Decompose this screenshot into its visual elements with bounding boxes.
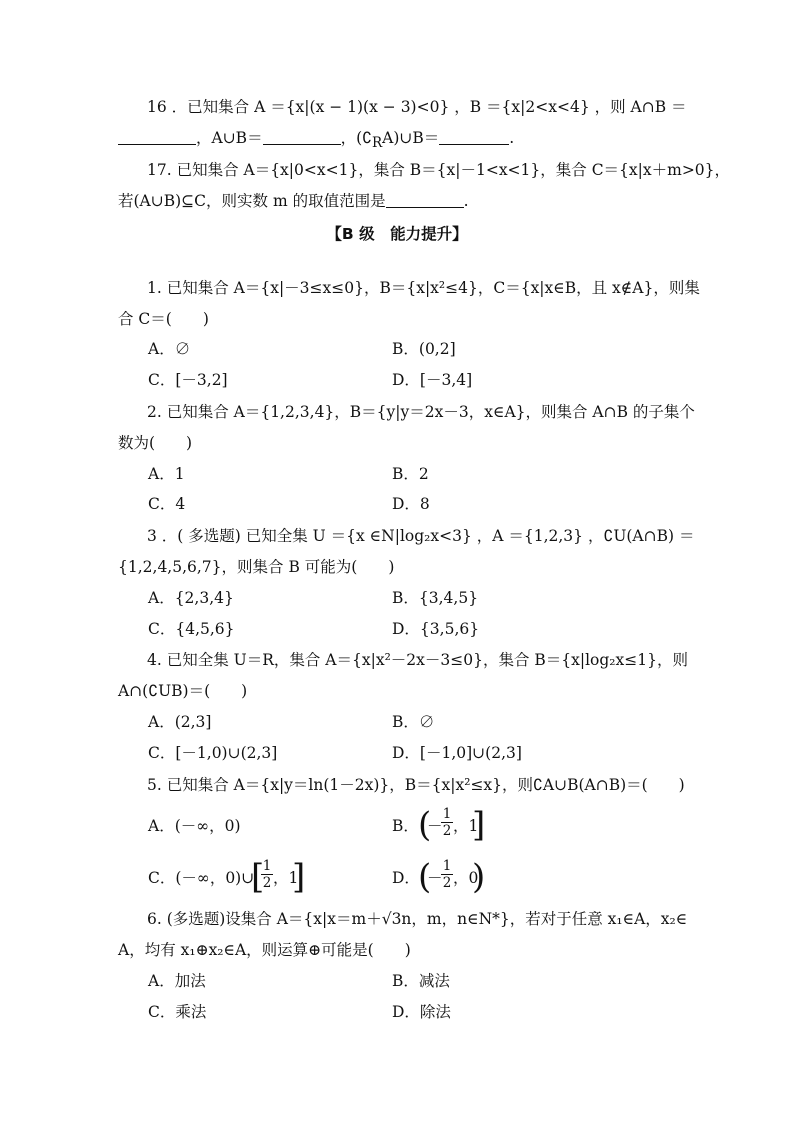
p5-c-right: ，1	[273, 869, 299, 887]
p6-option-d[interactable]: D．除法	[392, 1003, 451, 1021]
section-heading: 【B 级 能力提升】	[326, 225, 468, 243]
q17-line2	[118, 191, 469, 211]
p5-c-num: 1	[262, 858, 272, 874]
q16-line1	[147, 97, 687, 117]
p3-text2: {1,2,4,5,6,7}，则集合 B 可能为( )	[118, 558, 395, 576]
p6-option-a[interactable]: A．加法	[148, 972, 206, 990]
p4-option-c[interactable]: C．[－1,0)∪(2,3]	[148, 744, 278, 762]
p5-option-c[interactable]	[148, 858, 318, 898]
p5-b-num: 1	[442, 806, 452, 822]
p5-c-den: 2	[262, 875, 272, 891]
p1-line1	[147, 278, 700, 298]
p2-option-c[interactable]: C．4	[148, 495, 186, 513]
p3-line2	[118, 557, 394, 577]
p3-text1: 3 ．( 多选题) 已知全集 U ＝{x ∈N|log₂x<3} ，A ＝{1,2,3} ，∁U(A∩B) ＝	[147, 527, 695, 545]
p6-line2	[118, 940, 411, 960]
p1-option-c[interactable]: C．[－3,2]	[148, 371, 228, 389]
p5-c-label: C．(－∞，0)∪	[148, 869, 255, 887]
p1-text2: 合 C＝( )	[118, 310, 209, 328]
p3-line1	[147, 526, 694, 546]
p6-option-b[interactable]: B．减法	[392, 972, 450, 990]
p4-option-b[interactable]: B．∅	[392, 713, 435, 731]
p6-option-c[interactable]: C．乘法	[148, 1003, 207, 1021]
p4-line2	[118, 681, 247, 701]
p5-b-right: ，1	[453, 817, 479, 835]
q17-blank-range[interactable]	[386, 193, 464, 208]
p5-b-fraction	[441, 807, 453, 838]
p1-option-d[interactable]: D．[－3,4]	[392, 371, 473, 389]
q16-line2	[118, 128, 514, 153]
p5-option-a[interactable]: A．(－∞，0)	[148, 817, 241, 835]
p3-option-c[interactable]: C．{4,5,6}	[148, 620, 235, 638]
q16-part-c: A)∪B＝	[382, 129, 440, 147]
p5-c-rbracket: ]	[292, 857, 306, 897]
p1-line2	[118, 309, 209, 329]
q16-blank-complement[interactable]	[439, 130, 509, 145]
p4-option-a[interactable]: A．(2,3]	[148, 713, 212, 731]
q16-blank-union[interactable]	[263, 130, 341, 145]
p5-d-rparen: )	[472, 857, 486, 897]
p2-option-b[interactable]: B．2	[392, 465, 429, 483]
p5-b-minus: －	[427, 817, 443, 835]
p1-option-a[interactable]: A．∅	[148, 340, 191, 358]
p5-line1	[147, 775, 685, 795]
q16-end: .	[509, 129, 515, 147]
p1-option-b[interactable]: B．(0,2]	[392, 340, 456, 358]
p5-d-right: ，0	[453, 869, 479, 887]
p5-d-minus: －	[427, 869, 443, 887]
q16-sub-r: R	[372, 135, 383, 152]
p2-text1: 2. 已知集合 A＝{1,2,3,4}，B＝{y|y＝2x－3，x∈A}，则集合 A∩B 的子集个	[147, 403, 695, 421]
p5-b-den: 2	[442, 823, 452, 839]
p2-option-a[interactable]: A．1	[148, 465, 185, 483]
p3-option-b[interactable]: B．{3,4,5}	[392, 589, 479, 607]
q17-line1	[147, 160, 730, 180]
p3-option-a[interactable]: A．{2,3,4}	[148, 589, 234, 607]
p5-b-lparen: (	[418, 805, 432, 845]
p6-line1	[147, 909, 687, 929]
p5-option-b[interactable]	[392, 806, 492, 846]
p3-option-d[interactable]: D．{3,5,6}	[392, 620, 480, 638]
p6-text1: 6. (多选题)设集合 A＝{x|x＝m＋√3n，m，n∈N*}，若对于任意 x₁∈A，x₂∈	[147, 910, 688, 928]
q17-text1: 17. 已知集合 A＝{x|0<x<1}，集合 B＝{x|－1<x<1}，集合 C＝{x|x＋m>0}，	[147, 161, 731, 179]
q16-blank-intersection[interactable]	[118, 130, 196, 145]
p5-b-label: B．	[392, 817, 419, 835]
p2-option-d[interactable]: D．8	[392, 495, 430, 513]
p6-text2: A，均有 x₁⊕x₂∈A，则运算⊕可能是( )	[118, 941, 411, 959]
p5-d-label: D．	[392, 869, 420, 887]
p5-c-lbracket: [	[251, 857, 265, 897]
p4-text2: A∩(∁UB)＝( )	[118, 682, 248, 700]
p5-b-rbracket: ]	[472, 805, 486, 845]
p1-text1: 1. 已知集合 A＝{x|－3≤x≤0}，B＝{x|x²≤4}，C＝{x|x∈B，且 x∉A}，则集	[147, 279, 700, 297]
q16-part-b: ，(∁	[340, 129, 372, 147]
p5-d-lparen: (	[418, 857, 432, 897]
p4-text1: 4. 已知全集 U＝R，集合 A＝{x|x²－2x－3≤0}，集合 B＝{x|log₂x≤1}，则	[147, 651, 688, 669]
q16-part-a: ，A∪B＝	[196, 129, 263, 147]
q17-end: .	[463, 192, 469, 210]
q17-text2: 若(A∪B)⊆C，则实数 m 的取值范围是	[118, 192, 386, 210]
p2-line2	[118, 433, 192, 453]
p5-text1: 5. 已知集合 A＝{x|y＝ln(1－2x)}，B＝{x|x²≤x}，则∁A∪B(A∩B)＝( )	[147, 776, 685, 794]
p4-line1	[147, 650, 688, 670]
p5-d-fraction	[441, 859, 453, 890]
q16-text1: 16 ．已知集合 A ＝{x|(x − 1)(x − 3)<0} ，B ＝{x|2<x<4} ，则 A∩B ＝	[147, 98, 687, 116]
p5-option-d[interactable]	[392, 858, 492, 898]
p2-text2: 数为( )	[118, 434, 193, 452]
p2-line1	[147, 402, 695, 422]
p4-option-d[interactable]: D．[－1,0]∪(2,3]	[392, 744, 522, 762]
p5-c-fraction	[261, 859, 273, 890]
p5-d-num: 1	[442, 858, 452, 874]
p5-d-den: 2	[442, 875, 452, 891]
